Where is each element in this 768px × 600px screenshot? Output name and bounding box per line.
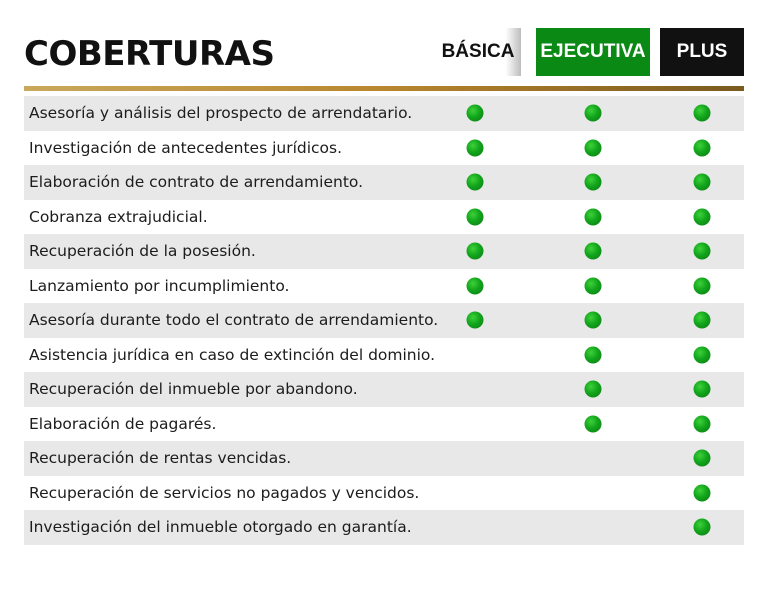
coverage-table xyxy=(24,96,744,545)
plan-header-ejecutiva: EJECUTIVA xyxy=(536,28,650,76)
table-row xyxy=(24,338,744,373)
included-check-icon-plus xyxy=(694,277,711,294)
coverage-label: Asistencia jurídica en caso de extinción del dominio. xyxy=(29,345,436,364)
coverage-label: Recuperación de rentas vencidas. xyxy=(29,449,292,468)
included-check-icon-plus xyxy=(694,174,711,191)
table-row xyxy=(24,303,744,338)
table-row xyxy=(24,372,744,407)
table-row xyxy=(24,165,744,200)
included-check-icon-basica xyxy=(467,312,484,329)
included-check-icon-basica xyxy=(467,139,484,156)
included-check-icon-ejecutiva xyxy=(585,346,602,363)
included-check-icon-ejecutiva xyxy=(585,139,602,156)
table-row xyxy=(24,407,744,442)
included-check-icon-basica xyxy=(467,208,484,225)
table-row xyxy=(24,96,744,131)
coverage-label: Elaboración de contrato de arrendamiento. xyxy=(29,173,364,192)
included-check-icon-ejecutiva xyxy=(585,312,602,329)
included-check-icon-plus xyxy=(694,519,711,536)
included-check-icon-ejecutiva xyxy=(585,277,602,294)
included-check-icon-ejecutiva xyxy=(585,208,602,225)
included-check-icon-plus xyxy=(694,243,711,260)
included-check-icon-basica xyxy=(467,277,484,294)
coverage-label: Recuperación de servicios no pagados y vencidos. xyxy=(29,483,420,502)
included-check-icon-ejecutiva xyxy=(585,243,602,260)
coverage-label: Recuperación de la posesión. xyxy=(29,242,256,261)
header-divider xyxy=(24,86,744,91)
table-row xyxy=(24,441,744,476)
coverage-label: Elaboración de pagarés. xyxy=(29,414,217,433)
coverage-label: Asesoría y análisis del prospecto de arrendatario. xyxy=(29,104,413,123)
included-check-icon-plus xyxy=(694,415,711,432)
included-check-icon-plus xyxy=(694,139,711,156)
included-check-icon-plus xyxy=(694,312,711,329)
coverage-label: Asesoría durante todo el contrato de arrendamiento. xyxy=(29,311,439,330)
included-check-icon-plus xyxy=(694,346,711,363)
included-check-icon-ejecutiva xyxy=(585,415,602,432)
table-row xyxy=(24,269,744,304)
included-check-icon-ejecutiva xyxy=(585,105,602,122)
page-title: COBERTURAS xyxy=(24,34,275,74)
plan-header-basica: BÁSICA xyxy=(435,28,521,76)
table-row xyxy=(24,476,744,511)
included-check-icon-plus xyxy=(694,105,711,122)
table-row xyxy=(24,200,744,235)
included-check-icon-basica xyxy=(467,105,484,122)
coverage-label: Recuperación del inmueble por abandono. xyxy=(29,380,358,399)
coverage-label: Cobranza extrajudicial. xyxy=(29,207,208,226)
included-check-icon-plus xyxy=(694,208,711,225)
included-check-icon-basica xyxy=(467,174,484,191)
plan-header-plus: PLUS xyxy=(660,28,744,76)
table-row xyxy=(24,510,744,545)
coverage-label: Lanzamiento por incumplimiento. xyxy=(29,276,290,295)
included-check-icon-ejecutiva xyxy=(585,381,602,398)
coverage-label: Investigación del inmueble otorgado en garantía. xyxy=(29,518,412,537)
included-check-icon-plus xyxy=(694,381,711,398)
table-row xyxy=(24,234,744,269)
included-check-icon-plus xyxy=(694,450,711,467)
included-check-icon-ejecutiva xyxy=(585,174,602,191)
included-check-icon-plus xyxy=(694,484,711,501)
table-row xyxy=(24,131,744,166)
coverage-label: Investigación de antecedentes jurídicos. xyxy=(29,138,343,157)
included-check-icon-basica xyxy=(467,243,484,260)
